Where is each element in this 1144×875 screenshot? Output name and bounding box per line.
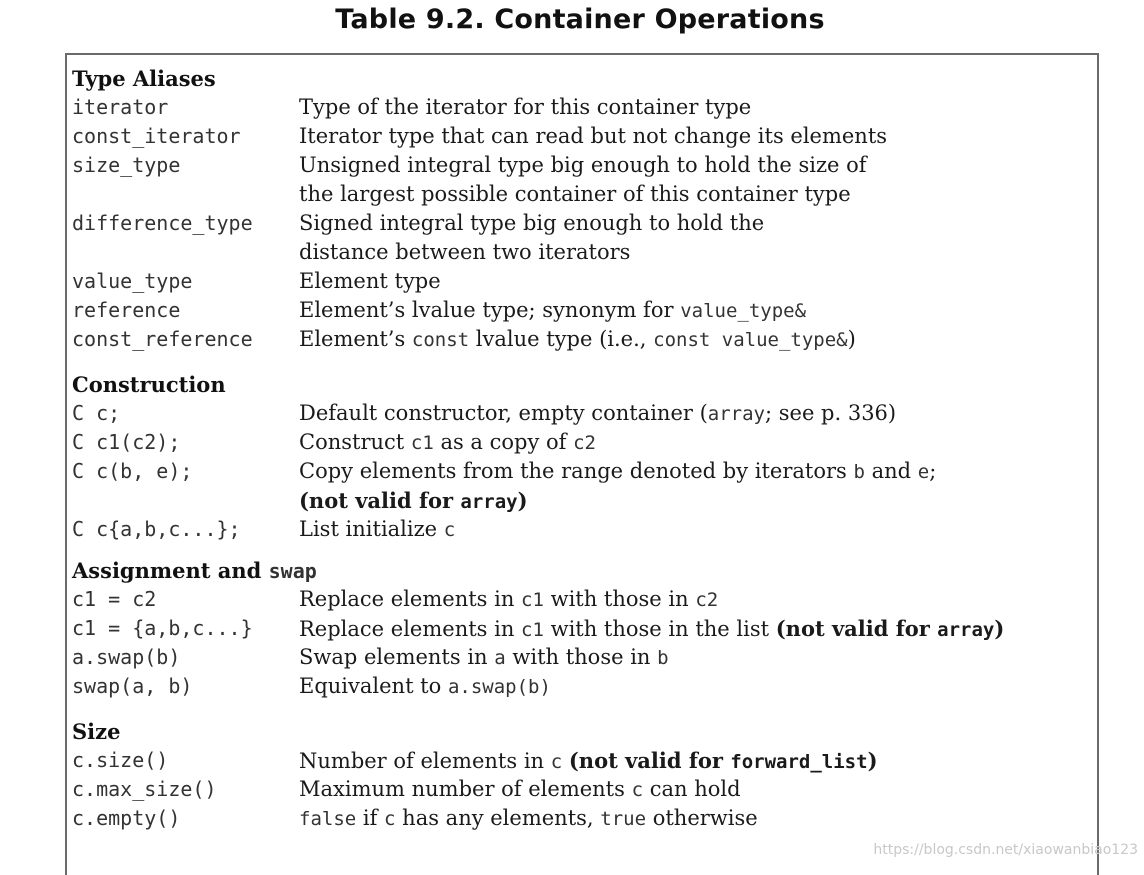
term: const_reference [72,327,253,351]
term: c.max_size() [72,777,217,801]
section-heading-assignment: Assignment and swap [72,558,317,583]
table-row [72,151,1092,209]
term: c.empty() [72,806,181,830]
term: size_type [72,153,181,177]
table-row [72,775,1092,804]
term: C c1(c2); [72,430,181,454]
table-content [72,64,1092,833]
table-row [72,399,1092,428]
table-row [72,585,1092,614]
watermark: https://blog.csdn.net/xiaowanbiao123 [873,842,1138,858]
description: false if c has any elements, true otherwise [299,806,758,830]
term: const_iterator [72,124,241,148]
description: Number of elements in c (not valid for forward_list) [299,748,878,773]
table-row [72,122,1092,151]
table-row [72,804,1092,833]
term: C c(b, e); [72,459,193,483]
section-heading-type-aliases: Type Aliases [72,66,216,91]
table-row [72,296,1092,325]
term: value_type [72,269,193,293]
description: Element’s const lvalue type (i.e., const value_type&) [299,327,856,351]
description: Swap elements in a with those in b [299,645,669,669]
description: Copy elements from the range denoted by iterators b and e; (not valid for array) [299,459,937,513]
term: swap(a, b) [72,674,193,698]
term: c.size() [72,748,169,772]
term: C c; [72,401,121,425]
description: Default constructor, empty container (array; see p. 336) [299,401,897,425]
description: Replace elements in c1 with those in c2 [299,587,719,611]
description: Replace elements in c1 with those in the list (not valid for array) [299,616,1005,641]
table-row [72,515,1092,544]
section-heading-size: Size [72,719,121,744]
description: Element’s lvalue type; synonym for value_type& [299,298,807,322]
table-row [72,746,1092,775]
table-row [72,428,1092,457]
term: iterator [72,95,169,119]
description: List initialize c [299,517,456,541]
description: Signed integral type big enough to hold the distance between two iterators [299,211,765,264]
table-row [72,267,1092,296]
table-row [72,672,1092,701]
description: Type of the iterator for this container type [299,95,752,119]
term: difference_type [72,211,253,235]
description: Equivalent to a.swap(b) [299,674,551,698]
section-gap [72,544,1092,556]
table-row [72,209,1092,267]
section-heading-construction: Construction [72,372,226,397]
term: a.swap(b) [72,645,181,669]
description: Element type [299,269,441,293]
section-gap [72,354,1092,370]
term: C c{a,b,c...}; [72,517,241,541]
description: Unsigned integral type big enough to hold the size of the largest possible container of this container type [299,153,867,206]
table-row [72,614,1092,643]
table-row [72,93,1092,122]
term: c1 = c2 [72,587,157,611]
term: c1 = {a,b,c...} [72,616,253,640]
section-gap [72,701,1092,717]
table-row [72,457,1092,515]
table-row [72,325,1092,354]
table-row [72,643,1092,672]
term: reference [72,298,181,322]
description: Maximum number of elements c can hold [299,777,741,801]
table-title: Table 9.2. Container Operations [335,4,825,35]
description: Iterator type that can read but not change its elements [299,124,888,148]
description: Construct c1 as a copy of c2 [299,430,596,454]
